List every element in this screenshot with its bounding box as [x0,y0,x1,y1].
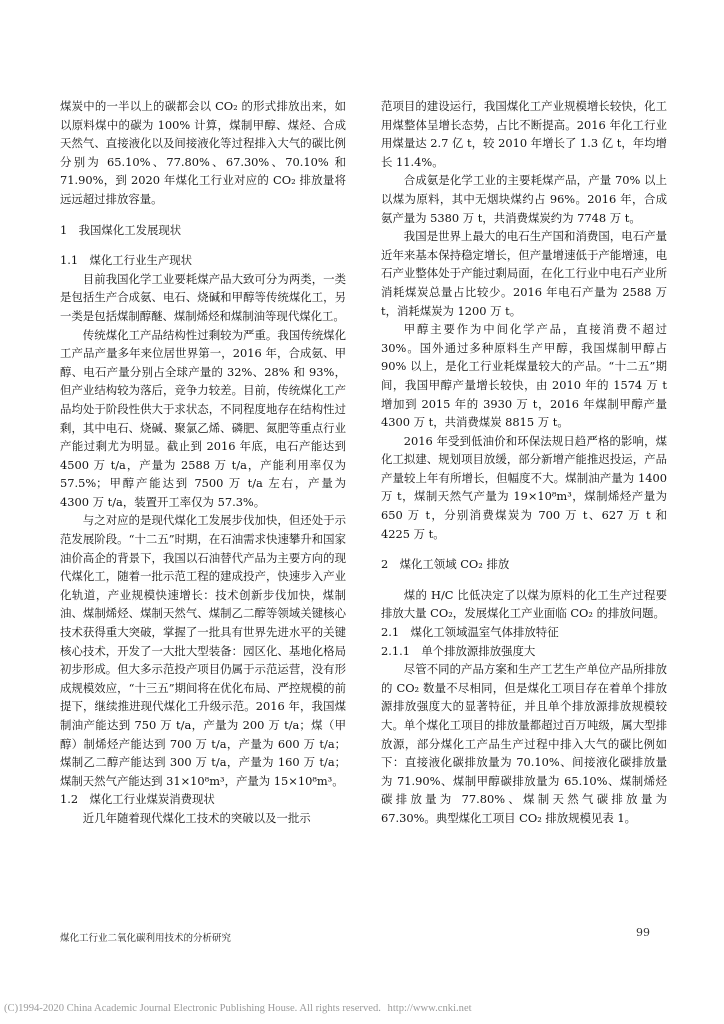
subsection-heading: 1.2 煤化工行业煤炭消费现状 [60,792,215,807]
copyright-line [4,1003,476,1014]
subsection-heading: 2.1 煤化工领域温室气体排放特征 [381,625,559,640]
paragraph: 煤的 H/C 比低决定了以煤为原料的化工生产过程要排放大量 CO₂，发展煤化工产业面临 CO₂ 的排放问题。 [381,587,667,621]
subsubsection-heading: 2.1.1 单个排放源排放强度大 [381,643,536,658]
paragraph: 范项目的建设运行，我国煤化工产业规模增长较快，化工用煤整体呈增长态势，占比不断提高。2016 年化工行业用煤量达 2.7 亿 t，较 2010 年增长了 1.3 亿 t，年均增长 11.4%。 [381,99,667,169]
paragraph: 2016 年受到低油价和环保法规日趋严格的影响，煤化工拟建、规划项目放缓，部分新增产能推迟投运，产品产量较上年有所增长，但幅度不大。煤制油产量为 1400 万 t，煤制天然气产量为 19×10⁸m³，煤制烯烃产量为 650 万 t，分别消费煤炭为 700 万 t、627 万 t 和 4225 万 t。 [381,433,667,541]
page-number: 99 [636,926,650,939]
paragraph: 目前我国化学工业要耗煤产品大致可分为两类，一类是包括生产合成氨、电石、烧碱和甲醇等传统煤化工，另一类是包括煤制醇醚、煤制烯烃和煤制油等现代煤化工。 [60,271,346,323]
right-column [381,97,667,828]
section-heading: 1 我国煤化工发展现状 [60,222,182,237]
paragraph: 我国是世界上最大的电石生产国和消费国，电石产量近年来基本保持稳定增长，但产量增速低于产能增速，电石产业整体处于产能过剩局面，在化工行业中电石产业所消耗煤炭总量占比较少。2016 年电石产量为 2588 万 t，消耗煤炭为 1200 万 t。 [381,229,667,318]
paragraph: 甲醇主要作为中间化学产品，直接消费不超过 30%。国外通过多种原料生产甲醇，我国煤制甲醇占 90% 以上，是化工行业耗煤量较大的产品。“十二五”期间，我国甲醇产量增长较快，由 2010 年的 1574 万 t 增加到 2015 年的 3930 万 t，2016 年煤制甲醇产量 4300 万 t，共消费煤炭 8815 万 t。 [381,322,667,430]
paragraph: 传统煤化工产品结构性过剩较为严重。我国传统煤化工产品产量多年来位居世界第一，2016 年，合成氨、甲醇、电石产量分别占全球产量的 32%、28% 和 93%，但产业结构较为落后，竞争力较差。目前，传统煤化工产品均处于阶段性供大于求状态，不同程度地存在结构性过剩，其中电石、烧碱、聚氯乙烯、磷肥、氮肥等重点行业产能过剩尤为明显。截止到 2016 年底，电石产能达到 4500 万 t/a，产量为 2588 万 t/a，产能利用率仅为 57.5%；甲醇产能达到 7500 万 t/a 左右，产量为 4300 万 t/a，装置开工率仅为 57.3%。 [60,327,346,509]
section-heading: 2 煤化工领域 CO₂ 排放 [381,557,510,572]
paragraph: 近几年随着现代煤化工技术的突破以及一批示 [82,810,311,825]
paragraph: 煤炭中的一半以上的碳都会以 CO₂ 的形式排放出来，如以原料煤中的碳为 100% 计算，煤制甲醇、煤烃、合成天然气、直接液化以及间接液化等过程排入大气的碳比例分别为 65.10%、77.80%、67.30%、70.10% 和 71.90%，到 2020 年煤化工行业对应的 CO₂ 排放量将远远超过排放容量。 [60,99,346,206]
paragraph: 尽管不同的产品方案和生产工艺生产单位产品所排放的 CO₂ 数量不尽相同，但是煤化工项目存在着单个排放源排放强度大的显著特征，并且单个排放源排放规模较大。单个煤化工项目的排放量都超过百万吨级，属大型排放源，部分煤化工产品生产过程中排入大气的碳比例如下：直接液化碳排放量为 70.10%、间接液化碳排放量为 71.90%、煤制甲醇碳排放量为 65.10%、煤制烯烃碳排放量为 77.80%、煤制天然气碳排放量为 67.30%。典型煤化工项目 CO₂ 排放规模见表 1。 [381,662,667,825]
paragraph: 与之对应的是现代煤化工发展步伐加快，但还处于示范发展阶段。“十二五”时期，在石油需求快速攀升和国家油价高企的背景下，我国以石油替代产品为主要方向的现代煤化工，随着一批示范工程的建成投产，快速步入产业化轨道，产业规模快速增长：技术创新步伐加快，煤制油、煤制烯烃、煤制天然气、煤制乙二醇等领域关键核心技术获得重大突破，掌握了一批具有世界先进水平的关键核心技术，开发了一大批大型装备：园区化、基地化格局初步形成。但大多示范投产项目仍属于示范运营，没有形成规模效应，“十三五”期间将在优化布局、严控规模的前提下，继续推进现代煤化工升级示范。2016 年，我国煤制油产能达到 750 万 t/a，产量为 200 万 t/a；煤（甲醇）制烯烃产能达到 700 万 t/a，产量为 600 万 t/a；煤制乙二醇产能达到 300 万 t/a，产量为 160 万 t/a；煤制天然气产能达到 31×10⁸m³，产量为 15×10⁸m³。 [60,513,346,788]
copyright-text: (C)1994-2020 China Academic Journal Electronic Publishing House. All rights reserved. [4,1003,381,1014]
running-footer-title: 煤化工行业二氧化碳利用技术的分析研究 [60,933,232,944]
subsection-heading: 1.1 煤化工行业生产现状 [60,253,193,268]
paragraph: 合成氨是化学工业的主要耗煤产品，产量 70% 以上以煤为原料，其中无烟块煤约占 96%。2016 年，合成氨产量为 5380 万 t，共消费煤炭约为 7748 万 t。 [381,173,667,225]
cnki-link[interactable]: http://www.cnki.net [387,1003,472,1014]
left-column [60,97,346,828]
